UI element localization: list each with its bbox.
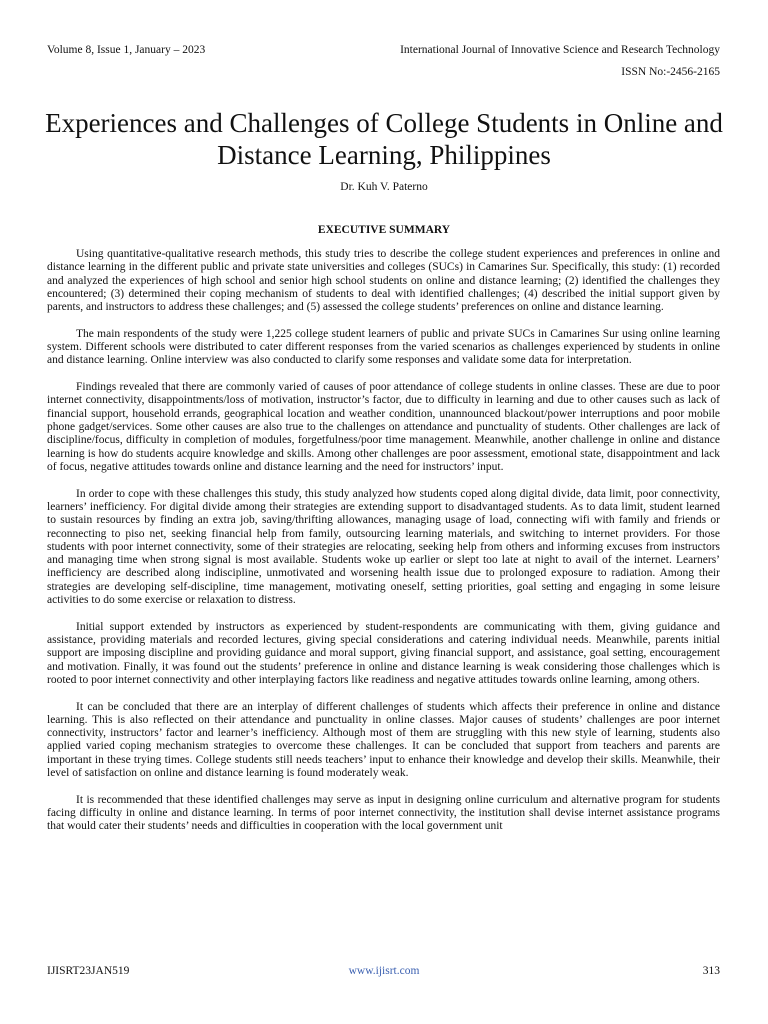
header-issn: ISSN No:-2456-2165 <box>621 66 720 78</box>
footer-website-link[interactable]: www.ijisrt.com <box>348 965 420 977</box>
footer-page-number: 313 <box>702 965 720 977</box>
section-heading: EXECUTIVE SUMMARY <box>317 224 451 236</box>
header-volume: Volume 8, Issue 1, January – 2023 <box>47 44 206 56</box>
footer-code: IJISRT23JAN519 <box>47 965 130 977</box>
paragraph: It is recommended that these identified challenges may serve as input in designing online curriculum and alternative program for students facing difficulty in online and distance learning. In terms of poor internet connectivity, the institution shall devise internet assistance programs that would cater their students’ needs and difficulties in cooperation with the local government unit <box>47 793 720 833</box>
body-text <box>47 248 720 847</box>
author: Dr. Kuh V. Paterno <box>340 181 428 193</box>
paragraph: It can be concluded that there are an interplay of different challenges of students which affects their preference in online and distance learning. This is also reflected on their attendance and punctuality in online classes. Major causes of students’ challenges are poor internet connectivity, instructors’ factor and learner’s inefficiency. Although most of them are struggling with this new style of learning, students also applied varied coping mechanism strategies to overcome these challenges. It can be concluded that support from teachers and parents are important in these trying times. College students still needs teachers’ input to enhance their knowledge and develop their skills. Meanwhile, their level of satisfaction on online and distance learning is found moderately weak. <box>47 700 720 780</box>
paragraph: Findings revealed that there are commonly varied of causes of poor attendance of college students in online classes. These are due to poor internet connectivity, disappointments/loss of motivation, instructor’s factor, due to difficulty in learning and due to other causes such as lack of financial support, household errands, geographical location and weather condition, unannounced blackout/power interruptions and poor mobile phone gadget/services. Some other causes are also true to the challenges on attendance and punctuality of students. Other challenges are lack of discipline/focus, difficulty in completion of modules, forgetfulness/poor time management. Meanwhile, another challenge in online and distance learning is how do students acquire knowledge and skills. Among other challenges are poor assessment, emotional state, disappointment and lack of focus, negative attitudes towards online and distance learning and the need for instructors’ input. <box>47 381 720 473</box>
paragraph: Initial support extended by instructors as experienced by student-respondents are communicating with them, giving guidance and assistance, providing materials and recorded lectures, giving special considerations and catering individual needs. Meanwhile, parents initial support are imposing discipline and providing guidance and moral support, giving financial support, and assistance, goal setting, encouragement and motivation. Finally, it was found out the students’ preference in online and distance learning is weak considering those challenges which is rooted to poor internet connectivity and other interplaying factors like readiness and negative attitudes towards online learning, among others. <box>47 620 720 686</box>
paper-title: Experiences and Challenges of College Students in Online and Distance Learning, Philippines <box>45 108 723 171</box>
paragraph: The main respondents of the study were 1,225 college student learners of public and private SUCs in Camarines Sur using online learning system. Different schools were distributed to cater different responses from the varied scenarios as challenges experienced by students in online and distance learning. Online interview was also conducted to clarify some responses and validate some data for interpretation. <box>47 327 720 367</box>
paragraph: In order to cope with these challenges this study, this study analyzed how students coped along digital divide, data limit, poor connectivity, learners’ inefficiency. For digital divide among their strategies are extending support to disadvantaged students. As to data limit, student learned to sustain resources by finding an extra job, saving/thrifting allowances, managing usage of load, connecting wifi with family and friends or reconnecting to piso net, seeking financial help from family, outsourcing learning materials, and switching to internet providers. For those students with poor internet connectivity, some of their strategies are relocating, seeking help from others and informing excuses from instructors and managing time when strong signal is most available. Students woke up earlier or slept too late at night to avail of the internet. Learners’ inefficiency are described along indiscipline, unmotivated and worsening health issue due to prolonged exposure to radiation. Among their strategies are developing self-discipline, time management, motivating oneself, setting priorities, goal setting and engaging in some leisure activities to do some exercise or relaxation to distress. <box>47 487 720 606</box>
header-journal: International Journal of Innovative Science and Research Technology <box>400 44 720 56</box>
paragraph: Using quantitative-qualitative research methods, this study tries to describe the college student experiences and preferences in online and distance learning in the different public and private state universities and colleges (SUCs) in Camarines Sur. Specifically, this study: (1) recorded and analyzed the experiences of high school and senior high school students on online and distance learning; (2) identified the challenges they encountered; (3) determined their coping mechanism of students to deal with identified challenges; (4) described the initial support given by parents, and instructors to address these challenges; and (5) assessed the college students’ preferences on online and distance learning. <box>47 248 720 314</box>
